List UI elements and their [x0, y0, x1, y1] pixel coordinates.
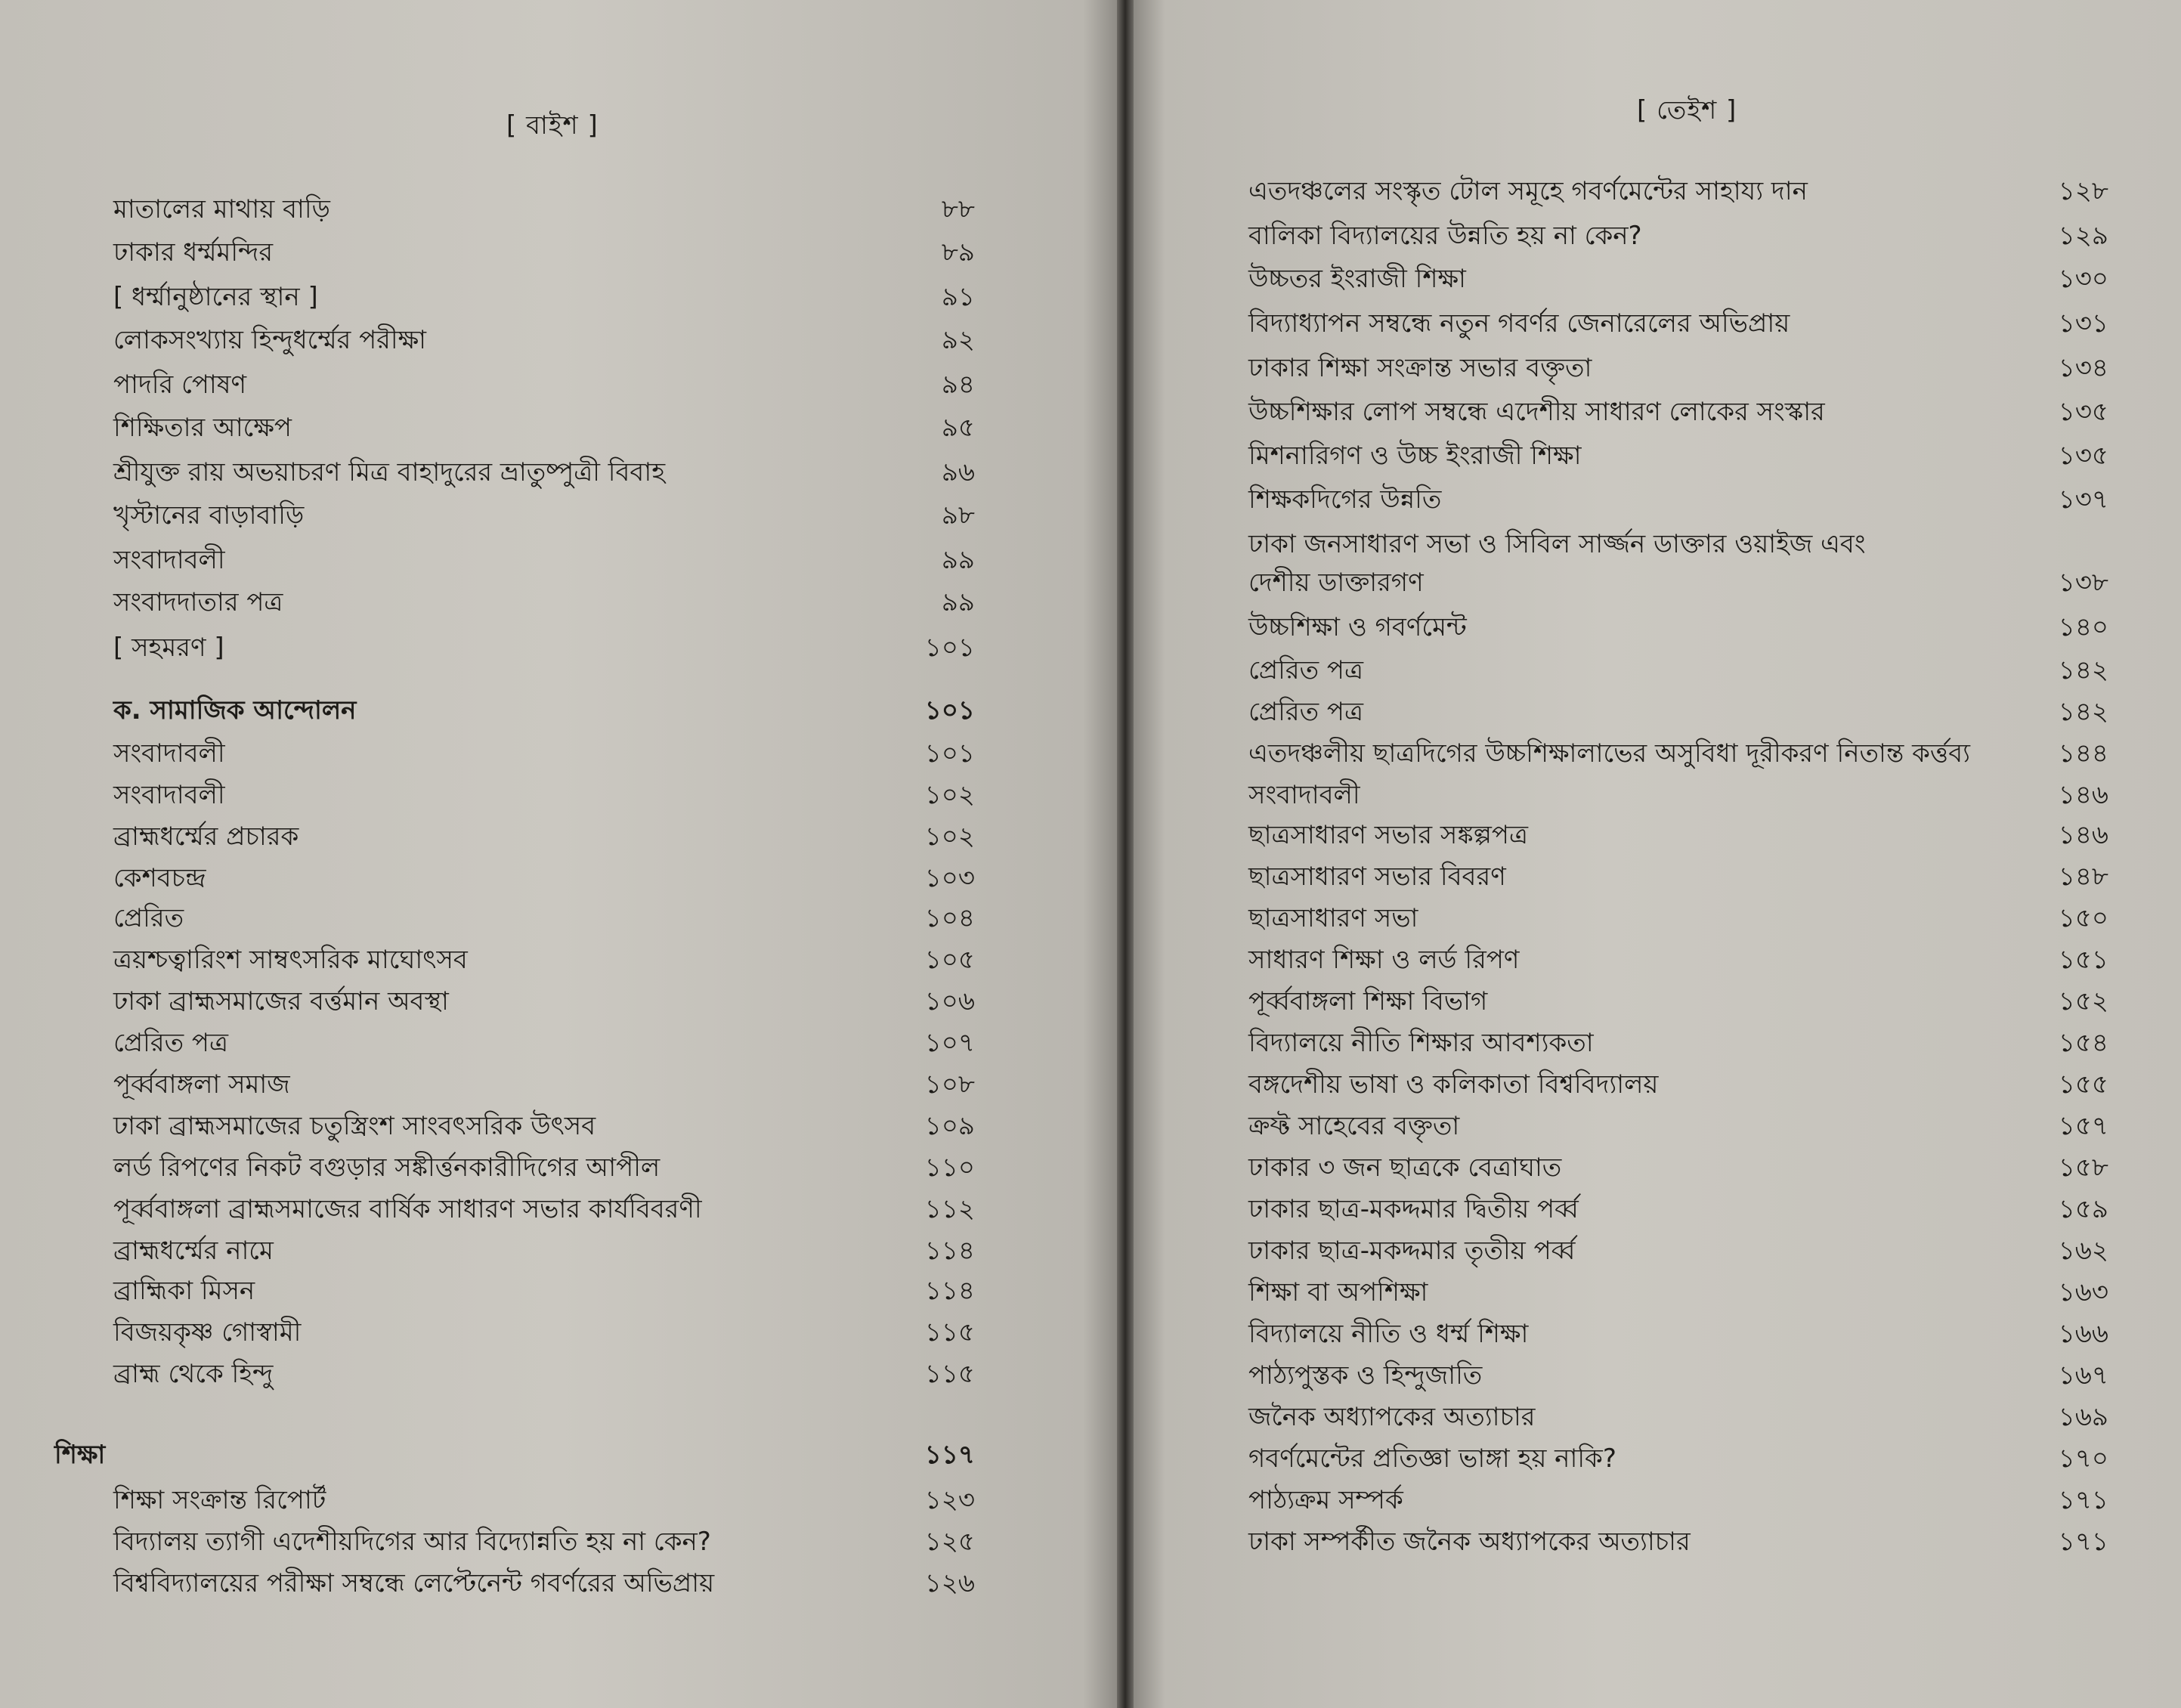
- toc-entry-page: ১৫৮: [2058, 1153, 2108, 1183]
- toc-entry: [1248, 217, 2108, 255]
- toc-entry-page: ১০১: [924, 633, 975, 663]
- toc-entry-title: শিক্ষিতার আক্ষেপ: [113, 413, 292, 443]
- toc-entry: [113, 941, 975, 979]
- toc-entry: [113, 1066, 975, 1103]
- toc-entry-title: ব্রাহ্মিকা মিসন: [113, 1276, 255, 1306]
- toc-entry: [113, 1232, 975, 1270]
- toc-entry-title: ক. সামাজিক আন্দোলন: [113, 695, 357, 726]
- toc-entry: [113, 1190, 975, 1228]
- toc-entry-page: ১০১: [924, 738, 975, 769]
- toc-entry-page: ১০৬: [924, 986, 975, 1016]
- toc-entry-title: জনৈক অধ্যাপকের অত্যাচার: [1248, 1402, 1536, 1432]
- toc-entry: [1248, 1024, 2108, 1062]
- toc-entry-title: শিক্ষকদিগের উন্নতি: [1248, 484, 1442, 515]
- toc-entry-title: বিশ্ববিদ্যালয়ের পরীক্ষা সম্বন্ধে লেপ্টেনেন্ট গবর্ণরের অভিপ্রায়: [113, 1568, 715, 1598]
- toc-entry: [1248, 982, 2108, 1020]
- toc-entry-page: ১৩৫: [2058, 441, 2108, 471]
- toc-entry-page: ৯৯: [941, 587, 975, 617]
- toc-entry-page: ৯৫: [941, 413, 975, 443]
- toc-entry-page: ৮৯: [941, 237, 975, 268]
- toc-entry: [113, 735, 975, 772]
- toc-entry-title: সংবাদদাতার পত্র: [113, 587, 283, 617]
- toc-entry-page: ১১৭: [924, 1440, 975, 1470]
- toc-entry-title: গবর্ণমেন্টের প্রতিজ্ঞা ভাঙ্গা হয় নাকি?: [1248, 1443, 1616, 1474]
- toc-entry-title: বিদ্যালয় ত্যাগী এদেশীয়দিগের আর বিদ্যোন্নতি হয় না কেন?: [113, 1527, 711, 1557]
- toc-entry: [1248, 393, 2108, 431]
- toc-entry-title: লর্ড রিপণের নিকট বগুড়ার সঙ্কীর্ত্তনকারীদিগের আপীল: [113, 1153, 660, 1183]
- toc-entry-page: ১৭১: [2058, 1485, 2108, 1515]
- toc-entry: [1248, 735, 2108, 772]
- toc-entry-page: ১২৬: [924, 1568, 975, 1598]
- toc-entry-page: ১৪৮: [2058, 862, 2108, 892]
- toc-entry: [1248, 1149, 2108, 1187]
- toc-entry: [1248, 1273, 2108, 1311]
- toc-entry-title: পূর্ব্ববাঙ্গলা শিক্ষা বিভাগ: [1248, 986, 1488, 1016]
- toc-entry-title: মাতালের মাথায় বাড়ি: [113, 194, 330, 224]
- toc-entry-title: এতদঞ্চলের সংস্কৃত টোল সমূহে গবর্ণমেন্টের সাহায্য দান: [1248, 176, 1808, 206]
- toc-entry-page: ১৭১: [2058, 1527, 2108, 1557]
- toc-entry-page: ১৫৭: [2058, 1111, 2108, 1141]
- toc-entry-page: ১৪৬: [2058, 820, 2108, 850]
- toc-entry-page: ১০৪: [924, 903, 975, 933]
- toc-entry: [113, 859, 975, 897]
- toc-entry-page: ১২৩: [924, 1485, 975, 1515]
- toc-entry: [1248, 1107, 2108, 1145]
- toc-entry-page: ১০২: [924, 822, 975, 852]
- toc-entry-title: এতদঞ্চলীয় ছাত্রদিগের উচ্চশিক্ষালাভের অসুবিধা দূরীকরণ নিতান্ত কর্ত্তব্য: [1248, 738, 1970, 769]
- toc-entry-title: ছাত্রসাধারণ সভা: [1248, 903, 1418, 933]
- toc-entry-title: উচ্চশিক্ষা ও গবর্ণমেন্ট: [1248, 612, 1467, 642]
- toc-entry-title: বিজয়কৃষ্ণ গোস্বামী: [113, 1317, 302, 1348]
- toc-entry-title: উচ্চতর ইংরাজী শিক্ষা: [1248, 264, 1466, 294]
- toc-entry-title: ঢাকার ৩ জন ছাত্রকে বেত্রাঘাত: [1248, 1153, 1562, 1183]
- toc-entry: [113, 1355, 975, 1393]
- toc-entry: [113, 278, 975, 316]
- toc-entry-page: ১৩৪: [2058, 353, 2108, 383]
- toc-entry-title: ব্রাহ্ম থেকে হিন্দু: [113, 1359, 274, 1389]
- toc-entry-title: পূর্ব্ববাঙ্গলা ব্রাহ্মসমাজের বার্ষিক সাধারণ সভার কার্যবিবরণী: [113, 1194, 702, 1224]
- toc-entry-title: সংবাদাবলী: [113, 738, 225, 769]
- toc-entry: [1248, 260, 2108, 298]
- toc-entry: [113, 1481, 975, 1519]
- toc-entry-title: সংবাদাবলী: [113, 545, 225, 575]
- toc-entry-title: শিক্ষা সংক্রান্ত রিপোর্ট: [113, 1485, 326, 1515]
- toc-entry-page: ১৪২: [2058, 655, 2108, 685]
- toc-entry-page: ১০৩: [924, 863, 975, 893]
- toc-entry-title: দেশীয় ডাক্তারগণ: [1248, 568, 1424, 598]
- toc-entry-page: ১৬৬: [2058, 1319, 2108, 1349]
- toc-entry-title: কেশবচন্দ্র: [113, 863, 206, 893]
- toc-entry: [1248, 1523, 2108, 1561]
- toc-entry: [1248, 349, 2108, 387]
- toc-entry: [113, 583, 975, 621]
- toc-entry: [113, 541, 975, 579]
- toc-entry-title: উচ্চশিক্ষার লোপ সম্বন্ধে এদেশীয় সাধারণ লোকের সংস্কার: [1248, 397, 1825, 427]
- toc-entry-title: ঢাকার ছাত্র-মকদ্দমার তৃতীয় পর্ব্ব: [1248, 1236, 1576, 1266]
- toc-entry-page: ১০৯: [924, 1111, 975, 1141]
- toc-entry-page: ১০১: [924, 695, 975, 726]
- toc-entry: [1248, 651, 2108, 689]
- toc-entry-title: বিদ্যালয়ে নীতি ও ধর্ম্ম শিক্ষা: [1248, 1319, 1529, 1349]
- toc-entry-page: ১৫৪: [2058, 1028, 2108, 1058]
- toc-entry: [1248, 941, 2108, 979]
- toc-entry-title: বিদ্যাধ্যাপন সম্বন্ধে নতুন গবর্ণর জেনারেলের অভিপ্রায়: [1248, 308, 1790, 339]
- toc-entry-page: ১৭০: [2058, 1443, 2108, 1474]
- toc-entry-page: ১৪৪: [2058, 738, 2108, 769]
- toc-entry-title: বিদ্যালয়ে নীতি শিক্ষার আবশ্যকতা: [1248, 1028, 1594, 1058]
- toc-entry: [113, 1272, 975, 1310]
- toc-entry-title: [ ধর্ম্মানুষ্ঠানের স্থান ]: [113, 282, 318, 312]
- toc-entry-title: মিশনারিগণ ও উচ্চ ইংরাজী শিক্ষা: [1248, 441, 1582, 471]
- toc-entry: [1248, 1066, 2108, 1103]
- toc-entry: [1248, 172, 2108, 210]
- toc-entry-page: ৯২: [941, 325, 975, 355]
- toc-entry-page: ১৫২: [2058, 986, 2108, 1016]
- toc-entry-page: ১১৪: [924, 1236, 975, 1266]
- toc-entry-title: ঢাকার শিক্ষা সংক্রান্ত সভার বক্তৃতা: [1248, 353, 1592, 383]
- toc-entry-title: ব্রাহ্মধর্ম্মের নামে: [113, 1236, 274, 1266]
- toc-entry: [113, 409, 975, 447]
- toc-entry-title: ঢাকা জনসাধারণ সভা ও সিবিল সার্জ্জন ডাক্তার ওয়াইজ এবং: [1248, 529, 1866, 559]
- toc-entry-page: ১৬২: [2058, 1236, 2108, 1266]
- toc-entry-page: ৯১: [941, 282, 975, 312]
- toc-entry-page: ৮৮: [941, 194, 975, 224]
- toc-entry-page: ১৪২: [2058, 697, 2108, 727]
- toc-entry-title: পাঠ্যপুস্তক ও হিন্দুজাতি: [1248, 1360, 1483, 1391]
- toc-entry: [1248, 816, 2108, 854]
- toc-entry: [113, 366, 975, 404]
- toc-entry: [1248, 1232, 2108, 1270]
- toc-entry: [113, 1523, 975, 1561]
- toc-entry: [113, 234, 975, 271]
- toc-entry: [1248, 305, 2108, 342]
- toc-entry-page: ১৬৩: [2058, 1277, 2108, 1307]
- toc-entry-page: ১৩৮: [2058, 568, 2108, 598]
- toc-entry: [113, 1024, 975, 1062]
- toc-entry: [113, 1313, 975, 1351]
- toc-entry-page: ১২৯: [2058, 221, 2108, 251]
- toc-entry: [113, 497, 975, 534]
- toc-entry-page: ১৩০: [2058, 264, 2108, 294]
- toc-entry: [1248, 481, 2108, 518]
- toc-entry-page: ১৫১: [2058, 945, 2108, 975]
- toc-entry-title: বালিকা বিদ্যালয়ের উন্নতি হয় না কেন?: [1248, 221, 1642, 251]
- toc-entry-page: ১৫০: [2058, 903, 2108, 933]
- toc-entry: [54, 1436, 975, 1474]
- toc-entry-page: ১৪০: [2058, 612, 2108, 642]
- toc-entry-page: ১১৪: [924, 1276, 975, 1306]
- toc-entry-page: ১৩১: [2058, 308, 2108, 339]
- toc-entry-title: পাদরি পোষণ: [113, 370, 247, 400]
- toc-entry: [113, 190, 975, 228]
- toc-entry-title: ক্রফ্ট সাহেবের বক্তৃতা: [1248, 1111, 1460, 1141]
- toc-entry-page: ১৬৭: [2058, 1360, 2108, 1391]
- toc-entry-title: পাঠ্যক্রম সম্পর্ক: [1248, 1485, 1403, 1515]
- toc-entry-title: শিক্ষা বা অপশিক্ষা: [1248, 1277, 1428, 1307]
- toc-entry-title: বঙ্গদেশীয় ভাষা ও কলিকাতা বিশ্ববিদ্যালয়: [1248, 1069, 1659, 1100]
- toc-entry-title: ত্রয়শ্চত্বারিংশ সাম্বৎসরিক মাঘোৎসব: [113, 945, 468, 975]
- toc-entry: [113, 1107, 975, 1145]
- toc-entry-page: ৯৪: [941, 370, 975, 400]
- toc-entry: [113, 629, 975, 667]
- toc-entry: [1248, 525, 2108, 563]
- page-header-right: [ তেইশ ]: [1637, 95, 1737, 125]
- toc-entry-page: ১০২: [924, 780, 975, 810]
- toc-entry: [1248, 1315, 2108, 1353]
- toc-entry-page: ৯৬: [941, 457, 975, 487]
- toc-entry: [1248, 437, 2108, 475]
- toc-entry-title: প্রেরিত পত্র: [113, 1028, 228, 1058]
- toc-entry: [1248, 608, 2108, 646]
- toc-entry: [113, 453, 975, 491]
- toc-entry-title: ঢাকার ছাত্র-মকদ্দমার দ্বিতীয় পর্ব্ব: [1248, 1194, 1579, 1224]
- toc-entry-page: ১১০: [924, 1153, 975, 1183]
- toc-entry-title: ছাত্রসাধারণ সভার বিবরণ: [1248, 862, 1506, 892]
- toc-entry-title: পূর্ব্ববাঙ্গলা সমাজ: [113, 1069, 290, 1100]
- toc-entry-title: প্রেরিত পত্র: [1248, 697, 1363, 727]
- toc-entry-page: ১০৫: [924, 945, 975, 975]
- toc-entry: [1248, 1398, 2108, 1436]
- toc-entry: [1248, 899, 2108, 937]
- toc-entry-title: ছাত্রসাধারণ সভার সঙ্কল্পপত্র: [1248, 820, 1528, 850]
- toc-entry-page: ১৩৫: [2058, 397, 2108, 427]
- toc-entry-title: ঢাকা সম্পর্কীত জনৈক অধ্যাপকের অত্যাচার: [1248, 1527, 1691, 1557]
- toc-entry-page: ৯৮: [941, 500, 975, 531]
- page-header-left: [ বাইশ ]: [506, 110, 599, 141]
- toc-entry-page: ১১২: [924, 1194, 975, 1224]
- toc-entry-page: ১৬৯: [2058, 1402, 2108, 1432]
- toc-entry-title: ঢাকার ধর্ম্মমন্দির: [113, 237, 274, 268]
- toc-entry-page: ১২৫: [924, 1527, 975, 1557]
- toc-entry-title: সংবাদাবলী: [1248, 780, 1360, 810]
- toc-entry: [113, 899, 975, 937]
- toc-entry: [113, 1564, 975, 1602]
- right-page: [1134, 0, 2181, 1708]
- toc-entry-page: ১১৫: [924, 1359, 975, 1389]
- toc-entry-page: ১২৮: [2058, 176, 2108, 206]
- toc-entry: [1248, 1190, 2108, 1228]
- toc-entry: [113, 1149, 975, 1187]
- toc-entry: [1248, 858, 2108, 896]
- toc-entry-title: ব্রাহ্মধর্ম্মের প্রচারক: [113, 822, 299, 852]
- toc-entry: [113, 982, 975, 1020]
- toc-entry: [113, 692, 975, 729]
- toc-entry: [1248, 1357, 2108, 1394]
- toc-entry: [113, 776, 975, 814]
- toc-entry-title: ঢাকা ব্রাহ্মসমাজের চতুস্ত্রিংশ সাংবৎসরিক উৎসব: [113, 1111, 596, 1141]
- toc-entry: [1248, 564, 2108, 602]
- toc-entry: [113, 818, 975, 856]
- toc-entry: [1248, 776, 2108, 814]
- toc-entry-page: ১৩৭: [2058, 484, 2108, 515]
- book-gutter: [1117, 0, 1134, 1708]
- toc-entry-page: ১০৮: [924, 1069, 975, 1100]
- toc-entry-title: ঢাকা ব্রাহ্মসমাজের বর্ত্তমান অবস্থা: [113, 986, 449, 1016]
- toc-entry-page: ১৫৫: [2058, 1069, 2108, 1100]
- toc-entry-title: শিক্ষা: [54, 1440, 106, 1470]
- toc-entry-page: ১০৭: [924, 1028, 975, 1058]
- toc-entry: [113, 321, 975, 359]
- toc-entry-title: লোকসংখ্যায় হিন্দুধর্ম্মের পরীক্ষা: [113, 325, 427, 355]
- toc-entry: [1248, 1440, 2108, 1477]
- toc-entry: [1248, 1481, 2108, 1519]
- toc-entry-title: খৃস্টানের বাড়াবাড়ি: [113, 500, 305, 531]
- toc-entry: [1248, 693, 2108, 731]
- toc-entry-title: শ্রীযুক্ত রায় অভয়াচরণ মিত্র বাহাদুরের ভ্রাতুষ্পুত্রী বিবাহ: [113, 457, 666, 487]
- toc-entry-page: ১৪৬: [2058, 780, 2108, 810]
- toc-entry-page: ১১৫: [924, 1317, 975, 1348]
- toc-entry-page: ১৫৯: [2058, 1194, 2108, 1224]
- toc-entry-page: ৯৯: [941, 545, 975, 575]
- toc-entry-title: প্রেরিত: [113, 903, 184, 933]
- toc-entry-title: সাধারণ শিক্ষা ও লর্ড রিপণ: [1248, 945, 1520, 975]
- toc-entry-title: সংবাদাবলী: [113, 780, 225, 810]
- toc-entry-title: [ সহমরণ ]: [113, 633, 224, 663]
- toc-entry-title: প্রেরিত পত্র: [1248, 655, 1363, 685]
